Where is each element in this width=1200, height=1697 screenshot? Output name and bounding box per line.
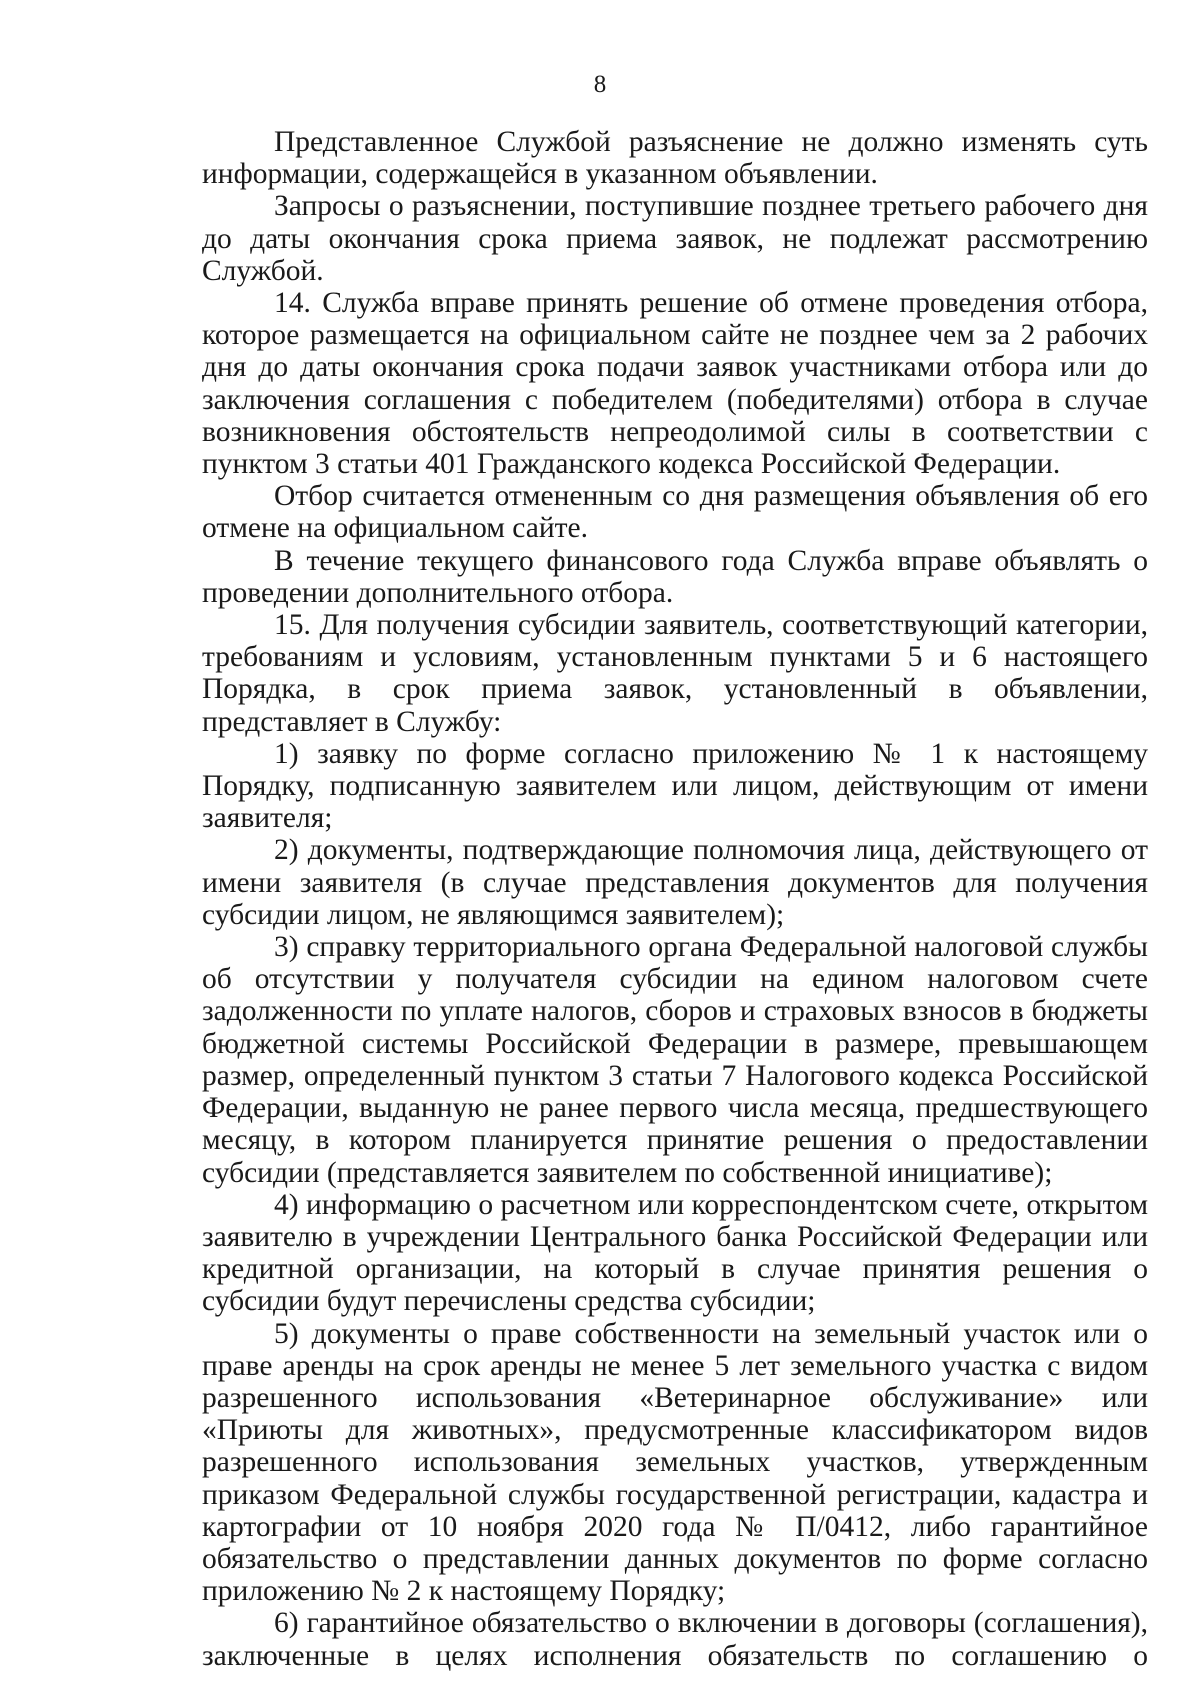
list-item-5-land-documents: 5) документы о праве собственности на земельный участок или о праве аренды на срок аренды не менее 5 лет земельного участка с видом разрешенного использования «Ветеринарное обслуживание» или «Приюты для животных», предусмотренные классификатором видов разрешенного использования земельных участков, утвержденным приказом Федеральной службы государственной регистрации, кадастра и картографии от 10 ноября 2020 года № П/0412, либо гарантийное обязательство о представлении данных документов по форме согласно приложению № 2 к настоящему Порядку;	[202, 1317, 1148, 1608]
paragraph-additional-selection: В течение текущего финансового года Служба вправе объявлять о проведении дополнительного отбора.	[202, 544, 1148, 609]
paragraph-15-subsidy-documents: 15. Для получения субсидии заявитель, соответствующий категории, требованиям и условиям, установленным пунктами 5 и 6 настоящего Порядка, в срок приема заявок, установленный в объявлении, представляет в Службу:	[202, 609, 1148, 738]
document-body	[202, 126, 1148, 1672]
paragraph-selection-cancelled: Отбор считается отмененным со дня размещения объявления об его отмене на официальном сайте.	[202, 480, 1148, 545]
paragraph-clarification-scope: Представленное Службой разъяснение не должно изменять суть информации, содержащейся в указанном объявлении.	[202, 126, 1148, 191]
list-item-4-bank-account: 4) информацию о расчетном или корреспондентском счете, открытом заявителю в учреждении Центрального банка Российской Федерации или кредитной организации, на который в случае принятия решения о субсидии будут перечислены средства субсидии;	[202, 1188, 1148, 1318]
list-item-3-tax-certificate: 3) справку территориального органа Федеральной налоговой службы об отсутствии у получателя субсидии на едином налоговом счете задолженности по уплате налогов, сборов и страховых взносов в бюджеты бюджетной системы Российской Федерации в размере, превышающем размер, определенный пунктом 3 статьи 7 Налогового кодекса Российской Федерации, выданную не ранее первого числа месяца, предшествующего месяцу, в котором планируется принятие решения о предоставлении субсидии (представляется заявителем по собственной инициативе);	[202, 931, 1148, 1189]
list-item-2-authority-documents: 2) документы, подтверждающие полномочия лица, действующего от имени заявителя (в случае представления документов для получения субсидии лицом, не являющимся заявителем);	[202, 834, 1148, 931]
paragraph-14-selection-cancellation: 14. Служба вправе принять решение об отмене проведения отбора, которое размещается на официальном сайте не позднее чем за 2 рабочих дня до даты окончания срока подачи заявок участниками отбора или до заключения соглашения с победителем (победителями) отбора в случае возникновения обстоятельств непреодолимой силы в соответствии с пунктом 3 статьи 401 Гражданского кодекса Российской Федерации.	[202, 287, 1148, 481]
page-number: 8	[593, 71, 607, 98]
list-item-6-guarantee-obligation: 6) гарантийное обязательство о включении в договоры (соглашения), заключенные в целях исполнения обязательств по соглашению о	[202, 1607, 1148, 1672]
list-item-1-application: 1) заявку по форме согласно приложению № 1 к настоящему Порядку, подписанную заявителем или лицом, действующим от имени заявителя;	[202, 737, 1148, 835]
paragraph-clarification-deadline: Запросы о разъяснении, поступившие позднее третьего рабочего дня до даты окончания срока приема заявок, не подлежат рассмотрению Службой.	[202, 190, 1148, 287]
